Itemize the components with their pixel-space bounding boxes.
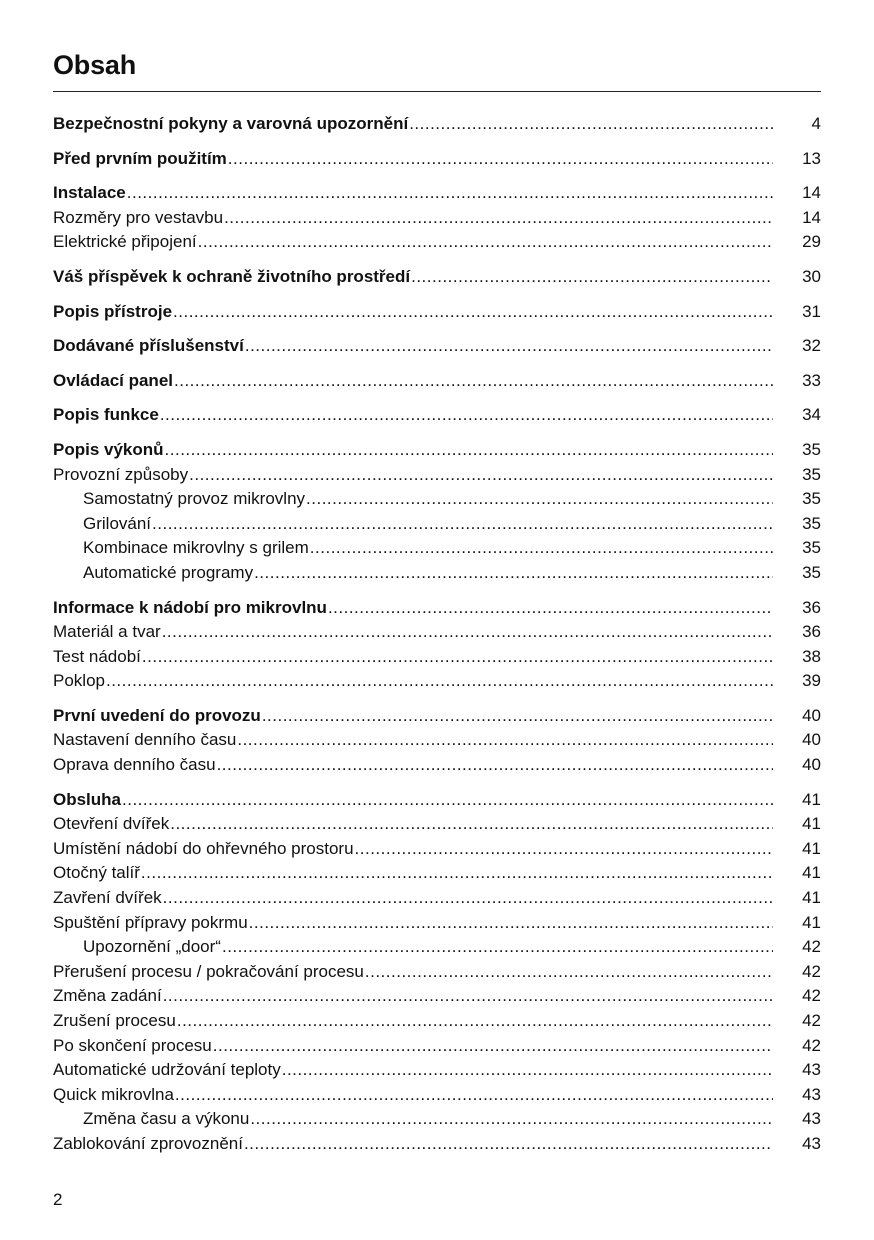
toc-entry-page: 43	[802, 1133, 821, 1153]
toc-leader-dots	[141, 861, 773, 886]
toc-entry[interactable]	[53, 812, 821, 837]
toc-leader-dots	[365, 960, 773, 985]
toc-leader-dots	[213, 1034, 773, 1059]
toc-entry[interactable]	[53, 181, 821, 206]
toc-entry[interactable]	[53, 487, 821, 512]
toc-entry-page: 40	[802, 730, 821, 750]
title-divider	[53, 91, 821, 92]
toc-entry-page: 43	[802, 1109, 821, 1129]
toc-entry-label: Otevření dvířek	[53, 814, 170, 834]
toc-entry-page: 41	[802, 838, 821, 858]
toc-entry[interactable]	[53, 704, 821, 729]
toc-entry-label: Zavření dvířek	[53, 888, 162, 908]
toc-entry[interactable]	[53, 1034, 821, 1059]
toc-entry-label: Automatické programy	[83, 562, 254, 582]
toc-entry-page: 31	[802, 301, 821, 321]
toc-entry-page: 40	[802, 705, 821, 725]
toc-entry-label: Poklop	[53, 671, 105, 691]
toc-entry[interactable]	[53, 837, 821, 862]
toc-entry-page: 43	[802, 1084, 821, 1104]
toc-entry-page: 13	[802, 148, 821, 168]
toc-entry-label: Spuštění přípravy pokrmu	[53, 912, 248, 932]
toc-leader-dots	[250, 1107, 773, 1132]
toc-leader-dots	[173, 300, 773, 325]
toc-entry-label: Ovládací panel	[53, 370, 173, 390]
toc-entry[interactable]	[53, 645, 821, 670]
toc-entry-label: Quick mikrovlna	[53, 1084, 174, 1104]
toc-leader-dots	[189, 463, 773, 488]
toc-entry-page: 40	[802, 755, 821, 775]
toc-entry[interactable]	[53, 886, 821, 911]
toc-entry-label: Změna času a výkonu	[83, 1109, 250, 1129]
toc-entry[interactable]	[53, 536, 821, 561]
toc-entry-page: 42	[802, 937, 821, 957]
toc-entry-page: 41	[802, 789, 821, 809]
toc-entry-page: 42	[802, 961, 821, 981]
toc-leader-dots	[165, 438, 773, 463]
toc-entry[interactable]	[53, 1107, 821, 1132]
toc-entry-label: Popis přístroje	[53, 301, 173, 321]
toc-leader-dots	[355, 837, 773, 862]
toc-entry-page: 35	[802, 538, 821, 558]
toc-entry-label: Elektrické připojení	[53, 232, 197, 252]
toc-entry[interactable]	[53, 788, 821, 813]
toc-leader-dots	[411, 265, 773, 290]
toc-entry-label: Oprava denního času	[53, 755, 216, 775]
toc-entry-page: 36	[802, 597, 821, 617]
toc-entry-label: Před prvním použitím	[53, 148, 227, 168]
toc-leader-dots	[222, 935, 773, 960]
toc-entry-page: 38	[802, 646, 821, 666]
toc-entry-label: Instalace	[53, 183, 126, 203]
toc-entry-label: Přerušení procesu / pokračování procesu	[53, 961, 364, 981]
toc-entry[interactable]	[53, 1083, 821, 1108]
toc-entry-page: 42	[802, 1035, 821, 1055]
toc-entry[interactable]	[53, 620, 821, 645]
toc-leader-dots	[217, 753, 773, 778]
toc-entry[interactable]	[53, 438, 821, 463]
table-of-contents	[53, 112, 821, 1157]
toc-leader-dots	[254, 561, 773, 586]
toc-entry-page: 41	[802, 863, 821, 883]
toc-entry[interactable]	[53, 753, 821, 778]
toc-entry[interactable]	[53, 960, 821, 985]
toc-entry[interactable]	[53, 911, 821, 936]
toc-leader-dots	[245, 334, 773, 359]
toc-entry[interactable]	[53, 334, 821, 359]
toc-leader-dots	[306, 487, 773, 512]
toc-entry-page: 35	[802, 464, 821, 484]
page-title: Obsah	[53, 50, 137, 80]
toc-entry-page: 39	[802, 671, 821, 691]
toc-entry-page: 32	[802, 336, 821, 356]
toc-entry-label: Umístění nádobí do ohřevného prostoru	[53, 838, 354, 858]
toc-entry-page: 30	[802, 266, 821, 286]
toc-leader-dots	[122, 788, 773, 813]
toc-leader-dots	[262, 704, 773, 729]
toc-leader-dots	[170, 812, 773, 837]
toc-entry-label: Informace k nádobí pro mikrovlnu	[53, 597, 327, 617]
toc-entry[interactable]	[53, 265, 821, 290]
toc-entry-label: Dodávané příslušenství	[53, 336, 244, 356]
toc-entry[interactable]	[53, 112, 821, 137]
toc-leader-dots	[177, 1009, 773, 1034]
toc-entry[interactable]	[53, 561, 821, 586]
toc-entry[interactable]	[53, 1058, 821, 1083]
toc-entry-page: 4	[811, 114, 821, 133]
toc-entry-page: 43	[802, 1060, 821, 1080]
toc-entry-page: 34	[802, 405, 821, 425]
toc-leader-dots	[409, 112, 773, 137]
toc-entry-label: Bezpečnostní pokyny a varovná upozornění	[53, 114, 409, 133]
toc-entry[interactable]	[53, 512, 821, 537]
toc-entry-label: Samostatný provoz mikrovlny	[83, 489, 306, 509]
toc-leader-dots	[249, 911, 773, 936]
toc-entry-page: 42	[802, 986, 821, 1006]
page-number: 2	[53, 1190, 63, 1209]
toc-entry-page: 42	[802, 1011, 821, 1030]
toc-leader-dots	[160, 403, 773, 428]
toc-entry[interactable]	[53, 463, 821, 488]
toc-leader-dots	[282, 1058, 773, 1083]
toc-leader-dots	[310, 536, 773, 561]
toc-entry-label: Grilování	[83, 513, 152, 533]
toc-entry-page: 41	[802, 888, 821, 908]
toc-leader-dots	[162, 620, 773, 645]
toc-entry-page: 35	[802, 513, 821, 533]
toc-leader-dots	[106, 669, 773, 694]
toc-entry[interactable]	[53, 206, 821, 231]
toc-leader-dots	[174, 369, 773, 394]
toc-entry-page: 29	[802, 232, 821, 252]
toc-entry[interactable]	[53, 403, 821, 428]
toc-entry-label: Obsluha	[53, 789, 122, 809]
toc-entry-label: Váš příspěvek k ochraně životního prostředí	[53, 266, 411, 286]
toc-leader-dots	[228, 147, 773, 172]
toc-entry[interactable]	[53, 861, 821, 886]
toc-entry-label: Materiál a tvar	[53, 622, 161, 642]
toc-entry-page: 33	[802, 370, 821, 390]
toc-entry[interactable]	[53, 300, 821, 325]
toc-entry[interactable]	[53, 728, 821, 753]
toc-entry[interactable]	[53, 935, 821, 960]
toc-entry-page: 14	[802, 207, 821, 227]
toc-entry[interactable]	[53, 230, 821, 255]
toc-entry-label: Provozní způsoby	[53, 464, 189, 484]
toc-entry[interactable]	[53, 369, 821, 394]
toc-entry-label: Otočný talíř	[53, 863, 140, 883]
toc-entry[interactable]	[53, 147, 821, 172]
toc-entry[interactable]	[53, 1009, 821, 1034]
toc-entry-label: Zablokování zprovoznění	[53, 1133, 243, 1153]
toc-entry-label: Změna zadání	[53, 986, 162, 1006]
toc-leader-dots	[244, 1132, 773, 1157]
toc-leader-dots	[175, 1083, 773, 1108]
toc-entry-label: Kombinace mikrovlny s grilem	[83, 538, 309, 558]
toc-entry-page: 14	[802, 183, 821, 203]
toc-entry[interactable]	[53, 1132, 821, 1157]
toc-leader-dots	[152, 512, 773, 537]
toc-entry[interactable]	[53, 669, 821, 694]
toc-entry-page: 35	[802, 439, 821, 459]
toc-leader-dots	[163, 984, 773, 1009]
toc-leader-dots	[198, 230, 773, 255]
toc-entry-label: Upozornění „door“	[83, 937, 221, 957]
toc-entry-label: První uvedení do provozu	[53, 705, 261, 725]
toc-entry-page: 35	[802, 562, 821, 582]
toc-entry-label: Nastavení denního času	[53, 730, 237, 750]
toc-entry[interactable]	[53, 596, 821, 621]
toc-entry-label: Popis výkonů	[53, 439, 164, 459]
toc-leader-dots	[163, 886, 773, 911]
toc-leader-dots	[237, 728, 773, 753]
toc-entry-label: Zrušení procesu	[53, 1011, 176, 1030]
toc-leader-dots	[224, 206, 773, 231]
toc-entry-page: 36	[802, 622, 821, 642]
toc-entry-label: Po skončení procesu	[53, 1035, 212, 1055]
toc-entry-page: 41	[802, 912, 821, 932]
toc-entry-label: Popis funkce	[53, 405, 159, 425]
toc-leader-dots	[127, 181, 773, 206]
toc-entry-label: Automatické udržování teploty	[53, 1060, 281, 1080]
toc-entry-page: 41	[802, 814, 821, 834]
toc-entry-page: 35	[802, 489, 821, 509]
toc-leader-dots	[328, 596, 773, 621]
toc-leader-dots	[142, 645, 773, 670]
toc-entry[interactable]	[53, 984, 821, 1009]
toc-entry-label: Test nádobí	[53, 646, 141, 666]
toc-entry-label: Rozměry pro vestavbu	[53, 207, 224, 227]
